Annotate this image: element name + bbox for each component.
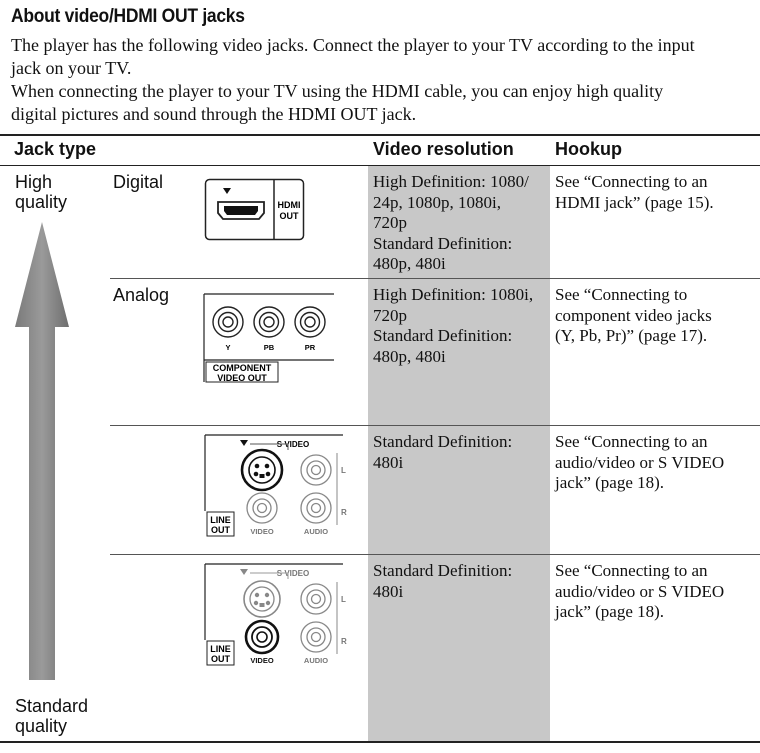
hdmi-jack-illustration [204, 178, 306, 242]
intro-paragraph-1-line-1: The player has the following video jacks. Connect the player to your TV according to the input [11, 35, 695, 55]
jack-label-y: Y [225, 343, 231, 352]
row1-resolution-line-4: Standard Definition: [373, 233, 513, 253]
video-jack-label: VIDEO [250, 527, 274, 536]
header-video-resolution: Video resolution [373, 139, 514, 159]
line-label-text: LINE [210, 515, 231, 525]
hdmi-out-label-text: OUT [279, 211, 299, 221]
row3-hookup-line-1: See “Connecting to an [555, 432, 708, 451]
jack-label-pb: PB [263, 343, 275, 352]
hdmi-label-text: HDMI [277, 200, 301, 210]
out-label-text: OUT [211, 525, 230, 535]
table-header-rule [0, 165, 760, 166]
channel-l-label: L [341, 595, 346, 604]
composite-video-jack-illustration [203, 562, 347, 668]
header-hookup: Hookup [555, 139, 622, 159]
quality-high-line-2: quality [15, 192, 68, 212]
intro-paragraph-1-line-2: jack on your TV. [11, 58, 132, 78]
row2-hookup-line-2: component video jacks [555, 305, 712, 325]
row3-resolution-line-2: 480i [373, 452, 404, 472]
quality-high-line-1: High [15, 172, 53, 192]
row-divider-3 [110, 554, 760, 555]
s-video-label-text: S VIDEO [276, 569, 310, 578]
row1-hookup-line-2: HDMI jack” (page 15). [555, 192, 714, 212]
out-label-text: OUT [211, 654, 230, 664]
row4-resolution-line-2: 480i [373, 581, 404, 601]
row2-resolution-line-1: High Definition: 1080i, [373, 285, 534, 304]
header-jack-type: Jack type [14, 139, 97, 159]
row2-resolution-line-2: 720p [373, 305, 407, 325]
section-title: About video/HDMI OUT jacks [11, 6, 245, 27]
jack-label-pr: PR [304, 343, 316, 352]
quality-arrow-icon [14, 222, 70, 680]
quality-standard-line-2: quality [15, 716, 68, 736]
row1-hookup-line-1: See “Connecting to an [555, 172, 708, 191]
channel-l-label: L [341, 466, 346, 475]
row-divider-1 [110, 278, 760, 279]
component-jack-illustration [202, 292, 336, 384]
channel-r-label: R [341, 637, 347, 646]
video-jack-label: VIDEO [250, 656, 274, 665]
component-label-text: COMPONENT [212, 363, 272, 373]
intro-paragraph-2-line-1: When connecting the player to your TV using the HDMI cable, you can enjoy high quality [11, 81, 664, 101]
row3-hookup-line-3: jack” (page 18). [555, 473, 665, 492]
table-bottom-rule [0, 741, 760, 743]
video-out-label-text: VIDEO OUT [217, 373, 267, 383]
row4-resolution-line-1: Standard Definition: [373, 561, 513, 580]
row1-resolution-line-3: 720p [373, 213, 407, 232]
row4-hookup-line-2: audio/video or S VIDEO [555, 581, 725, 601]
line-label-text: LINE [210, 644, 231, 654]
row2-resolution-line-3: Standard Definition: [373, 326, 513, 345]
row1-resolution-line-5: 480p, 480i [373, 254, 446, 273]
row3-hookup-line-2: audio/video or S VIDEO [555, 452, 725, 472]
row2-hookup-line-3: (Y, Pb, Pr)” (page 17). [555, 326, 708, 345]
quality-standard-line-1: Standard [15, 696, 89, 716]
audio-jack-label: AUDIO [303, 656, 329, 665]
audio-jack-label: AUDIO [303, 527, 329, 536]
table-top-rule [0, 134, 760, 136]
group-analog: Analog [113, 285, 170, 305]
intro-paragraph-2-line-2: digital pictures and sound through the HDMI OUT jack. [11, 104, 417, 124]
s-video-label-text: S VIDEO [276, 440, 310, 449]
row1-resolution-line-2: 24p, 1080p, 1080i, [373, 192, 501, 212]
s-video-jack-illustration [203, 433, 347, 539]
channel-r-label: R [341, 508, 347, 517]
row4-hookup-line-3: jack” (page 18). [555, 602, 665, 621]
group-digital: Digital [113, 172, 164, 192]
row2-hookup-line-1: See “Connecting to [555, 285, 688, 304]
row4-hookup-line-1: See “Connecting to an [555, 561, 708, 580]
row3-resolution-line-1: Standard Definition: [373, 432, 513, 451]
row-divider-2 [110, 425, 760, 426]
row1-resolution-line-1: High Definition: 1080/ [373, 172, 529, 191]
row2-resolution-line-4: 480p, 480i [373, 346, 446, 366]
